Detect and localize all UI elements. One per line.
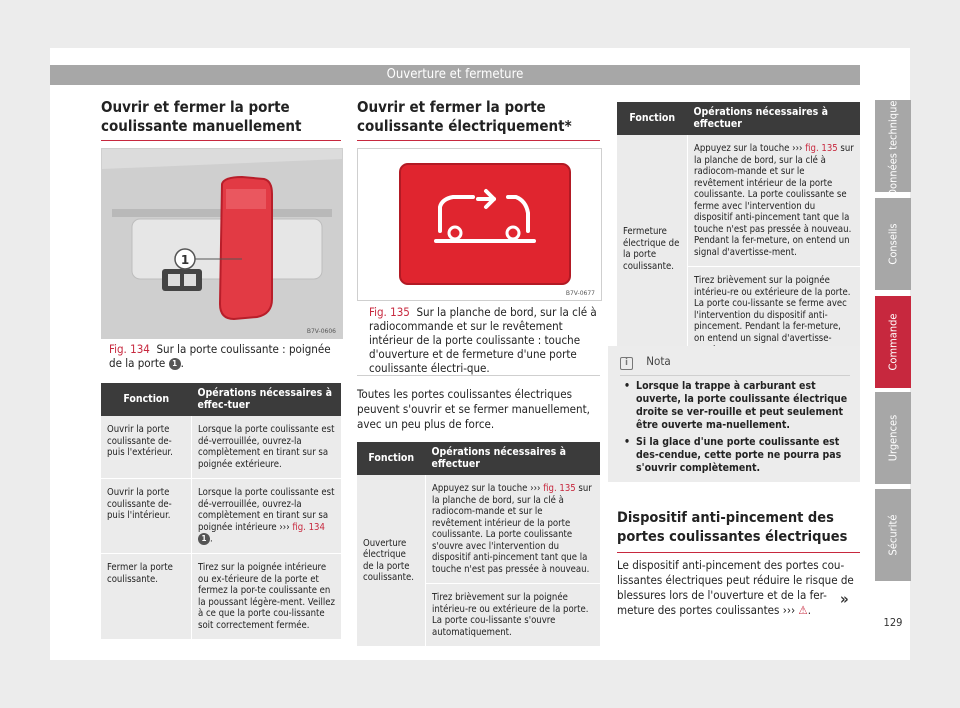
callout-ref-1: 1 [198, 533, 210, 545]
sliding-door-button-illustration [358, 149, 601, 300]
right-section-title: Dispositif anti-pincement des portes coulissantes électriques [617, 510, 848, 545]
note-item: • Si la glace d'une porte coulissante est des-cendue, cette porte ne pourra pas s'ouvrir complètement. [624, 436, 850, 475]
figure-134-code: B7V-0606 [306, 328, 336, 335]
figure-link[interactable]: fig. 134 [292, 521, 325, 533]
info-icon: i [620, 357, 633, 370]
column-header-operations: Opérations nécessaires à effectuer [426, 442, 601, 475]
operations-cell: Tirez brièvement sur la poignée intérieu-re ou extérieure de la porte. La porte cou-lissante s'ouvre automatiquement. [426, 584, 601, 647]
door-handle-illustration [102, 149, 342, 338]
tab-label: Commande [886, 313, 900, 371]
note-item-text: Si la glace d'une porte coulissante est des-cendue, cette porte ne pourra pas s'ouvrir complètement. [636, 436, 842, 474]
table-row [101, 554, 341, 640]
callout-ref-1: 1 [169, 358, 181, 370]
chapter-header: Ouverture et fermeture [50, 65, 860, 85]
table-row [101, 479, 341, 554]
reference-arrows: ››› [782, 603, 796, 617]
right-section-heading [617, 509, 860, 553]
column-header-operations: Opérations nécessaires à effec-tuer [192, 383, 342, 416]
cell-end: . [210, 533, 213, 545]
caption-end: . [180, 356, 184, 370]
figure-134-number: Fig. 134 [109, 342, 150, 356]
middle-section-heading [357, 98, 600, 141]
operations-cell [688, 135, 861, 267]
column-header-function: Fonction [357, 442, 426, 475]
operations-cell: Lorsque la porte coulissante est dé-verrouillée, ouvrez-la complètement en tirant sur sa poignée extérieure. [192, 416, 342, 479]
tab-securite[interactable] [875, 489, 911, 581]
note-header [620, 354, 671, 370]
operations-text: Appuyez sur la touche [432, 483, 528, 494]
operations-cell [426, 475, 601, 584]
function-cell: Ouvrir la porte coulissante de-puis l'extérieur. [101, 416, 192, 479]
operations-text: sur la planche de bord, sur la clé à radiocom-mande et sur le revêtement intérieur de la porte coulissante. La porte coulissante s'ouvre avec l'intervention du dispositif anti-pincement tant que la touche n'est pas pressée à nouveau. [432, 483, 592, 575]
function-cell: Ouverture électrique de la porte coulissante. [357, 475, 426, 647]
operations-text: sur la planche de bord, sur la clé à radiocom-mande et sur le revêtement intérieur de la porte coulissante. La porte coulissante se ferme avec l'intervention du dispositif anti-pincement tant que la touche n'est pas pressée à nouveau. Pendant la fer-meture, on entend un signal d'avertisse-ment. [694, 143, 854, 258]
function-cell: Fermer la porte coulissante. [101, 554, 192, 640]
operations-cell [192, 479, 342, 554]
function-cell: Ouvrir la porte coulissante de-puis l'intérieur. [101, 479, 192, 554]
left-section-title: Ouvrir et fermer la porte coulissante manuellement [101, 98, 302, 135]
left-column [101, 98, 341, 141]
note-box [608, 346, 860, 482]
figure-link[interactable]: fig. 135 [805, 143, 838, 154]
table-row [357, 475, 600, 584]
figure-135-caption-text: Sur la planche de bord, sur la clé à radiocommande et sur le revêtement intérieur de la porte coulissante : touche d'ouverture et de fermeture d'une porte coulissante électri-que. [369, 305, 597, 375]
figure-134-caption-text: Sur la porte coulissante : poignée de la porte [109, 342, 331, 370]
operations-cell: Tirez sur la poignée intérieure ou ex-térieure de la porte et fermez la por-te coulissante en la poussant légère-ment. Veillez à ce que la porte cou-lissante soit correctement fermée. [192, 554, 342, 640]
note-item: • Lorsque la trappe à carburant est ouverte, la porte coulissante électrique droite se ver-rouille et peut seulement être ouverte ma-nuellement. [624, 380, 850, 432]
operations-text: Lorsque la porte coulissante est dé-verrouillée, ouvrez-la complètement en tirant sur sa poignée intérieure [198, 487, 335, 533]
tab-urgences[interactable] [875, 392, 911, 484]
continue-arrow: » [840, 590, 849, 608]
note-rule [620, 375, 850, 376]
manual-door-operations-table [101, 383, 341, 640]
tab-label: Sécurité [886, 514, 900, 556]
figure-135-caption [369, 305, 599, 375]
reference-arrows: ››› [279, 521, 290, 533]
electric-closing-table [617, 102, 860, 365]
tab-label: Données techniques [886, 95, 900, 197]
tab-donnees-techniques[interactable] [875, 95, 911, 197]
middle-column [357, 98, 600, 141]
table-row [101, 416, 341, 479]
tab-label: Urgences [886, 414, 900, 462]
column-header-function: Fonction [101, 383, 192, 416]
tab-conseils[interactable] [875, 198, 911, 290]
operations-text: Appuyez sur la touche [694, 143, 790, 154]
callout-1-label: 1 [180, 253, 190, 267]
figure-134 [101, 148, 343, 339]
middle-section-title: Ouvrir et fermer la porte coulissante électriquement* [357, 98, 572, 135]
figure-134-caption [109, 342, 341, 370]
reference-arrows: ››› [530, 483, 541, 494]
page-number: 129 [883, 616, 903, 629]
column-header-function: Fonction [617, 102, 688, 135]
right-body-paragraph: Le dispositif anti-pincement des portes cou-lissantes électriques peut réduire le risque de blessures lors de l'ouverture et de la fer-meture des portes coulissantes ››› ⚠. [617, 558, 854, 617]
electric-opening-table [357, 442, 600, 647]
table-row [617, 135, 860, 267]
middle-intro-paragraph: Toutes les portes coulissantes électriques peuvent s'ouvrir et se fermer manuellement, avec un peu plus de force. [357, 387, 590, 431]
sliding-door-button [400, 164, 570, 284]
warning-icon: ⚠ [798, 603, 808, 617]
body-text: Le dispositif anti-pincement des portes cou-lissantes électriques peut réduire le risque de blessures lors de l'ouverture et de la fer-meture des portes coulissantes [617, 558, 854, 617]
left-section-heading [101, 98, 341, 141]
note-list [624, 380, 850, 475]
reference-arrows: ››› [792, 143, 803, 154]
figure-link[interactable]: fig. 135 [543, 483, 576, 494]
note-title: Nota [646, 354, 671, 368]
function-cell: Fermeture électrique de la porte coulissante. [617, 135, 688, 364]
operations-cell: Tirez brièvement sur la poignée intérieu-re ou extérieure de la porte. La porte cou-lissante se ferme avec l'intervention du dispositif anti-pincement. Pendant la fer-meture, on entend un signal d'avertisse- [688, 267, 861, 365]
figure-135-number: Fig. 135 [369, 305, 410, 319]
caption-rule [357, 375, 600, 376]
figure-135 [357, 148, 602, 301]
tab-label: Conseils [886, 223, 900, 265]
note-item-text: Lorsque la trappe à carburant est ouverte, la porte coulissante électrique droite se ver-rouille et peut seulement être ouverte ma-nuellement. [636, 380, 848, 431]
figure-135-code: B7V-0677 [565, 290, 595, 297]
column-header-operations: Opérations nécessaires à effectuer [688, 102, 861, 135]
tab-commande[interactable] [875, 296, 911, 388]
